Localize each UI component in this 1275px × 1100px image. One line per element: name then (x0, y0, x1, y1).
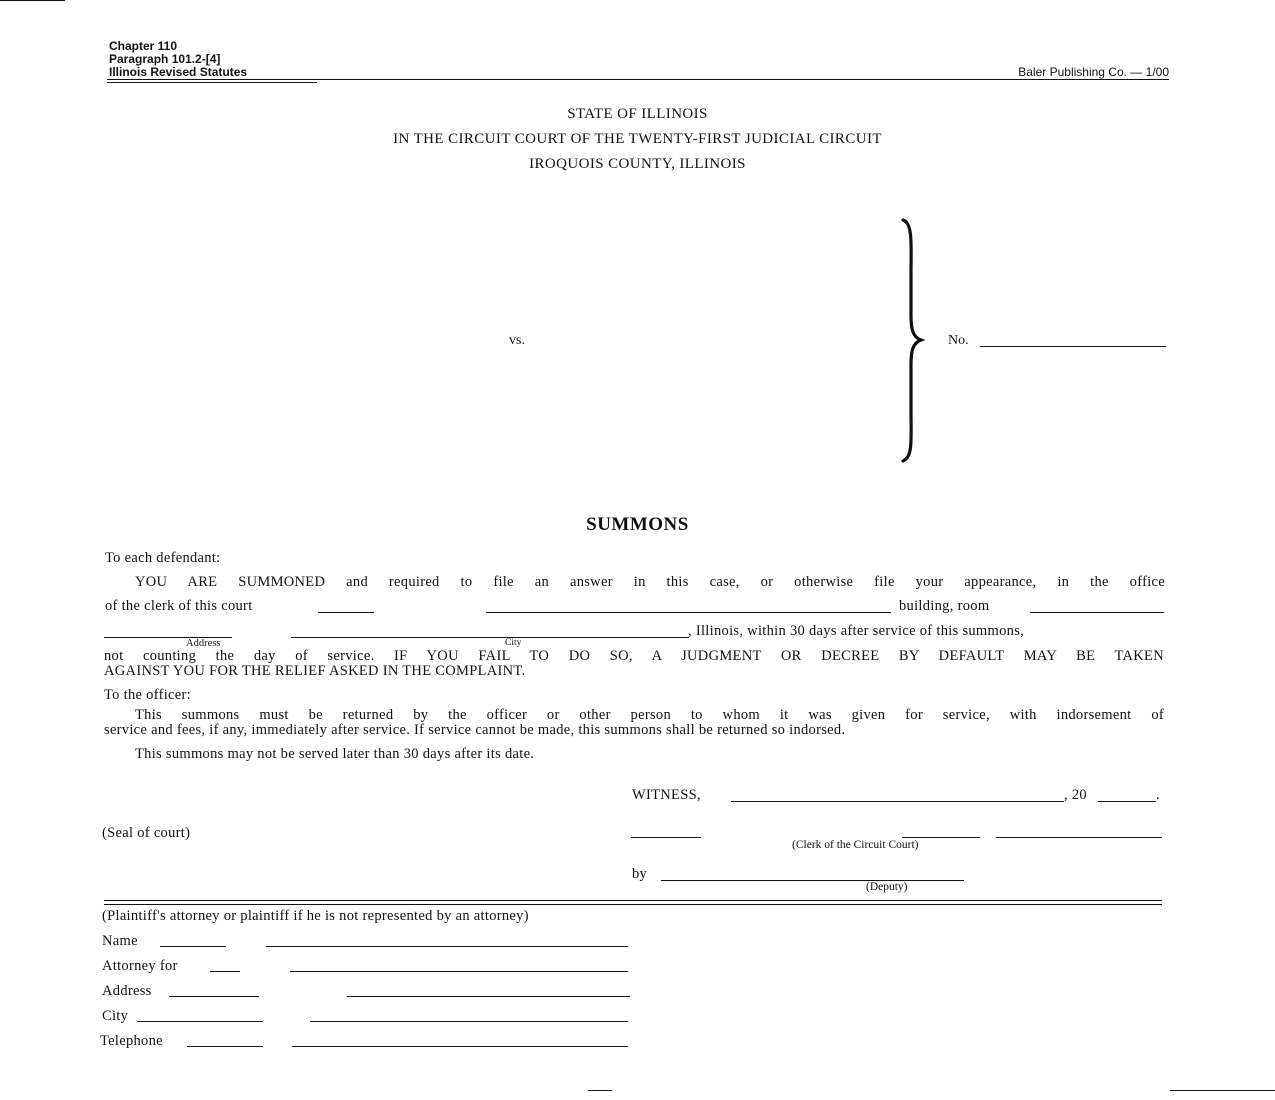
witness-label: WITNESS, (632, 787, 701, 803)
defendant-paragraph-line1: YOU ARE SUMMONED and required to file an answer in this case, or otherwise file your appearance, in the office (135, 574, 1165, 590)
deputy-caption: (Deputy) (866, 881, 908, 893)
city-field[interactable] (291, 637, 689, 638)
versus-label: vs. (509, 333, 525, 348)
service-limit-text: This summons may not be served later than 30 days after its date. (135, 746, 535, 762)
header-double-rule-bottom (107, 82, 317, 83)
attorney-telephone-field-b[interactable] (292, 1046, 628, 1047)
case-number-label: No. (948, 333, 969, 348)
caption-brace (895, 215, 925, 465)
year-suffix: . (1156, 787, 1160, 803)
clerk-caption: (Clerk of the Circuit Court) (792, 839, 919, 851)
bottom-edge-mark-right (1170, 1090, 1275, 1091)
top-edge-rule (0, 0, 65, 1)
chapter-label: Chapter 110 (109, 39, 178, 53)
attorney-address-field-a[interactable] (169, 996, 259, 997)
statutes-label: Illinois Revised Statutes (109, 65, 248, 79)
attorney-section-rule-top (104, 900, 1162, 901)
attorney-telephone-field-a[interactable] (187, 1046, 263, 1047)
attorney-address-label: Address (102, 983, 152, 999)
year-field[interactable] (1098, 801, 1156, 802)
attorney-city-field-a[interactable] (137, 1021, 263, 1022)
county-title: IROQUOIS COUNTY, ILLINOIS (529, 156, 746, 172)
attorney-city-label: City (102, 1008, 129, 1024)
court-heading (0, 102, 1275, 177)
officer-salutation: To the officer: (104, 687, 191, 703)
seal-of-court-label: (Seal of court) (102, 825, 191, 841)
state-title: STATE OF ILLINOIS (567, 106, 708, 122)
attorney-telephone-label: Telephone (100, 1033, 163, 1049)
address-caption: Address (186, 638, 221, 649)
clerk-office-label: of the clerk of this court (105, 598, 253, 614)
defendant-salutation: To each defendant: (105, 550, 221, 566)
clerk-signature-field-a[interactable] (631, 837, 701, 838)
by-label: by (632, 866, 648, 882)
attorney-heading: (Plaintiff's attorney or plaintiff if he is not represented by an attorney) (102, 908, 529, 924)
default-warning-line2: AGAINST YOU FOR THE RELIEF ASKED IN THE COMPLAINT. (104, 663, 526, 679)
court-location-field-a[interactable] (318, 612, 374, 613)
default-warning-line1: not counting the day of service. IF YOU FAIL TO DO SO, A JUDGMENT OR DECREE BY DEFAULT MAY BE TAKEN (104, 648, 1164, 664)
attorney-for-label: Attorney for (102, 958, 178, 974)
officer-paragraph-line1: This summons must be returned by the officer or other person to whom it was given for service, with indorsement of (135, 707, 1164, 723)
attorney-for-field-b[interactable] (290, 971, 628, 972)
clerk-signature-field-c[interactable] (996, 837, 1162, 838)
officer-paragraph-line2: service and fees, if any, immediately after service. If service cannot be made, this summons shall be returned so indorsed. (104, 722, 846, 738)
attorney-city-field-b[interactable] (310, 1021, 628, 1022)
attorney-name-field-b[interactable] (266, 946, 628, 947)
year-prefix: , 20 (1064, 787, 1087, 803)
paragraph-label: Paragraph 101.2-[4] (109, 52, 221, 66)
illinois-deadline-text: , Illinois, within 30 days after service of this summons, (688, 623, 1025, 639)
deputy-signature-field[interactable] (661, 880, 964, 881)
circuit-title: IN THE CIRCUIT COURT OF THE TWENTY-FIRST JUDICIAL CIRCUIT (393, 131, 882, 147)
bottom-edge-mark-left (588, 1090, 612, 1091)
case-number-field[interactable] (980, 346, 1166, 347)
attorney-section-rule-bottom (104, 904, 1162, 905)
clerk-signature-field-b[interactable] (902, 837, 980, 838)
statute-header (109, 40, 247, 79)
building-room-label: building, room (899, 598, 990, 614)
attorney-name-field-a[interactable] (160, 946, 226, 947)
attorney-for-field-a[interactable] (210, 971, 240, 972)
court-location-field-b[interactable] (486, 612, 891, 613)
document-title: SUMMONS (586, 514, 689, 535)
attorney-name-label: Name (102, 933, 138, 949)
header-double-rule-top (107, 79, 1169, 80)
witness-field[interactable] (731, 801, 1064, 802)
publisher-label: Baler Publishing Co. — 1/00 (1018, 65, 1169, 79)
city-caption: City (505, 638, 522, 648)
room-field[interactable] (1030, 612, 1164, 613)
attorney-address-field-b[interactable] (347, 996, 630, 997)
